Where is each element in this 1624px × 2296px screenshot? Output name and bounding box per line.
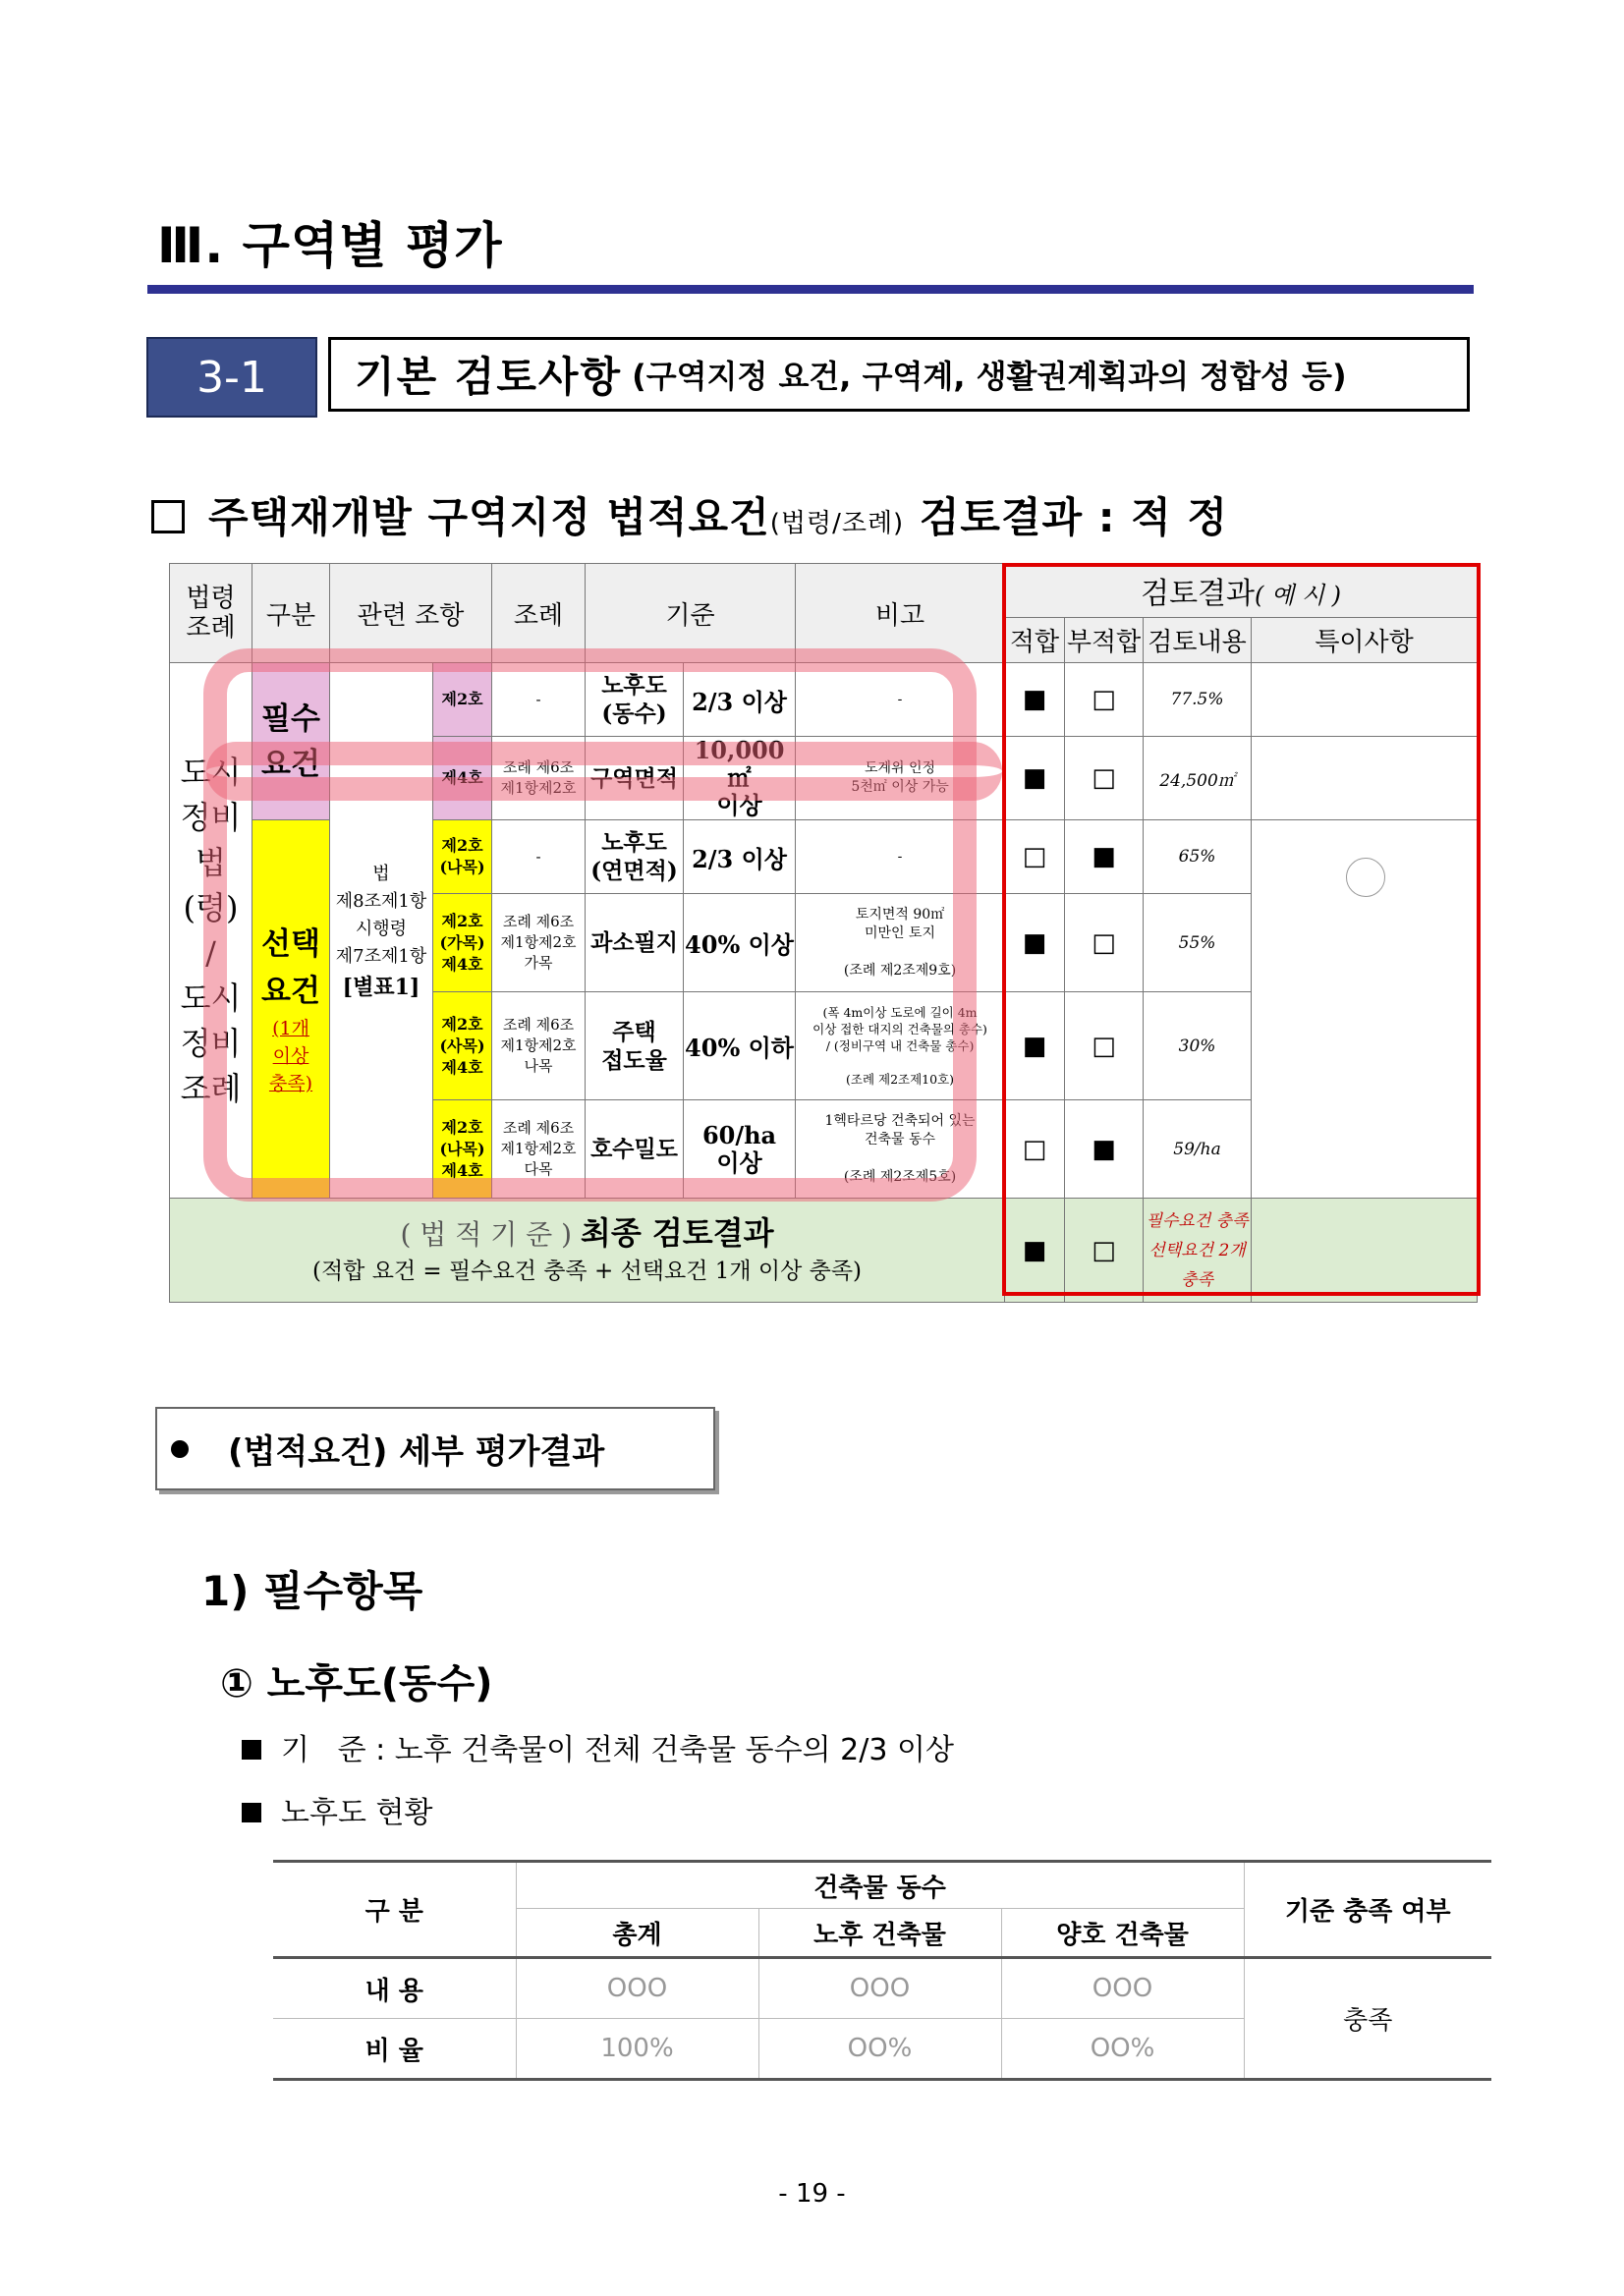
row-unfit: □ [1065, 663, 1144, 737]
category-optional-note: (1개 이상 충족) [268, 1018, 313, 1094]
sub-header-category: 구 분 [273, 1862, 516, 1958]
header-remarks: 비고 [796, 564, 1005, 663]
row-criteria: 40% 이하 [684, 992, 796, 1100]
row-criteria: 60/ha 이상 [684, 1100, 796, 1199]
header-fit: 적합 [1005, 618, 1065, 663]
row-fit: □ [1005, 1100, 1065, 1199]
row-unfit: □ [1065, 894, 1144, 992]
row-item: 노후도 (동수) [586, 663, 684, 737]
criteria-bullet-text: 기 준 : 노후 건축물이 전체 건축물 동수의 2/3 이상 [281, 1733, 954, 1767]
highlight-band [206, 742, 1002, 801]
row-ordinance: 조례 제6조 제1항제2호 다목 [492, 1100, 586, 1199]
row-ho: 제2호 (가목) 제4호 [433, 894, 492, 992]
article-text: 법 제8조제1항 시행령 제7조제1항 [335, 863, 427, 967]
row-ho: 제4호 [433, 737, 492, 820]
sub-header-total: 총계 [516, 1909, 758, 1958]
row-item: 주택 접도율 [586, 992, 684, 1100]
row-fit: ■ [1005, 992, 1065, 1100]
review-heading [151, 485, 1228, 544]
row-ordinance: 조례 제6조 제1항제2호 [492, 737, 586, 820]
row-ordinance: - [492, 663, 586, 737]
final-unfit: □ [1065, 1199, 1144, 1303]
sub-row-old: OO% [758, 2019, 1001, 2080]
detail-section-box [155, 1407, 715, 1490]
section-number: 3-1 [146, 337, 317, 418]
row-item: 구역면적 [586, 737, 684, 820]
sub-row-good: OO% [1001, 2019, 1244, 2080]
row-item: 과소필지 [586, 894, 684, 992]
sub-header-old: 노후 건축물 [758, 1909, 1001, 1958]
final-prefix: ( 법 적 기 준 ) [400, 1217, 573, 1251]
status-bullet-text: 노후도 현황 [281, 1796, 433, 1830]
row-detail: 65% [1144, 820, 1252, 894]
highlight-outline [203, 648, 977, 1202]
row-ho: 제2호 (나목) [433, 820, 492, 894]
row-criteria: 40% 이상 [684, 894, 796, 992]
sub-row-label: 내 용 [273, 1958, 516, 2019]
sub-header-good: 양호 건축물 [1001, 1909, 1244, 1958]
result-red-box [1002, 563, 1481, 1296]
row-unfit: ■ [1065, 820, 1144, 894]
row-ho: 제2호 [433, 663, 492, 737]
item-heading: ① 노후도(동수) [220, 1661, 493, 1707]
row-remarks: - [796, 663, 1005, 737]
row-detail: 77.5% [1144, 663, 1252, 737]
page-heading: Ⅲ. 구역별 평가 [157, 217, 503, 274]
row-remarks: (폭 4m이상 도로에 길이 4m 이상 접한 대지의 건축물의 총수) / (정비구역 내 건축물 총수) (조례 제2조제10호) [796, 992, 1005, 1100]
law-label: 도시 정비 법(령) / 도시 정비 조례 [170, 663, 252, 1199]
category-optional-label: 선택 요건 [261, 926, 320, 1009]
required-items-heading: 1) 필수항목 [201, 1567, 423, 1615]
row-remarks: - [796, 820, 1005, 894]
header-result-label: 검토결과 [1141, 577, 1256, 611]
row-ordinance: 조례 제6조 제1항제2호 나목 [492, 992, 586, 1100]
row-fit: ■ [1005, 894, 1065, 992]
sub-met-value: 충족 [1244, 1958, 1491, 2080]
row-item: 호수밀도 [586, 1100, 684, 1199]
header-article: 관련 조항 [330, 564, 492, 663]
final-formula: (적합 요건 = 필수요건 충족 + 선택요건 1개 이상 충족) [311, 1258, 863, 1284]
review-title-a: 주택재개발 구역지정 법적요건 [208, 493, 770, 541]
row-ho: 제2호 (사목) 제4호 [433, 992, 492, 1100]
checkbox-icon [151, 500, 185, 533]
article-bold: [별표1] [342, 974, 420, 1000]
sub-header-met: 기준 충족 여부 [1244, 1862, 1491, 1958]
deterioration-status-table [273, 1860, 1491, 2081]
row-ho: 제2호 (나목) 제4호 [433, 1100, 492, 1199]
header-special: 특이사항 [1252, 618, 1478, 663]
section-title: 기본 검토사항 [355, 353, 623, 401]
row-detail: 30% [1144, 992, 1252, 1100]
detail-section-title: (법적요건) 세부 평가결과 [228, 1432, 605, 1472]
row-unfit: ■ [1065, 1100, 1144, 1199]
sub-row-total: 100% [516, 2019, 758, 2080]
row-ordinance: 조례 제6조 제1항제2호 가목 [492, 894, 586, 992]
sub-row-total: OOO [516, 1958, 758, 2019]
sub-row-old: OOO [758, 1958, 1001, 2019]
circle-mark-icon [1346, 858, 1385, 897]
row-fit: □ [1005, 820, 1065, 894]
bullet-dot-icon [171, 1440, 189, 1458]
page-number: - 19 - [778, 2179, 846, 2209]
sub-row-good: OOO [1001, 1958, 1244, 2019]
header-criteria: 기준 [586, 564, 796, 663]
row-unfit: □ [1065, 737, 1144, 820]
review-title-b: 검토결과 : 적 정 [919, 493, 1228, 541]
square-bullet-icon [242, 1803, 261, 1822]
row-criteria: 10,000㎡ 이상 [684, 737, 796, 820]
row-detail: 59/ha [1144, 1100, 1252, 1199]
final-fit: ■ [1005, 1199, 1065, 1303]
row-ordinance: - [492, 820, 586, 894]
row-item: 노후도 (연면적) [586, 820, 684, 894]
row-remarks: 1헥타르당 건축되어 있는 건축물 동수 (조례 제2조제5호) [796, 1100, 1005, 1199]
row-criteria: 2/3 이상 [684, 663, 796, 737]
row-remarks: 도계위 인정 5천㎡ 이상 가능 [796, 737, 1005, 820]
section-title-box [328, 337, 1470, 412]
header-detail: 검토내용 [1144, 618, 1252, 663]
final-result-cell [170, 1199, 1005, 1303]
row-unfit: □ [1065, 992, 1144, 1100]
review-title-sub: (법령/조례) [769, 509, 905, 538]
final-title: 최종 검토결과 [580, 1213, 774, 1252]
section-subtitle: (구역지정 요건, 구역계, 생활권계획과의 정합성 등) [632, 358, 1347, 395]
sub-row-label: 비 율 [273, 2019, 516, 2080]
status-bullet [242, 1788, 432, 1831]
header-ordinance: 조례 [492, 564, 586, 663]
row-remarks: 토지면적 90㎡ 미만인 토지 (조례 제2조제9호) [796, 894, 1005, 992]
header-category: 구분 [252, 564, 330, 663]
category-required: 필수 요건 [252, 663, 330, 820]
square-bullet-icon [242, 1740, 261, 1760]
header-law: 법령 조례 [170, 564, 252, 663]
heading-rule [147, 285, 1474, 294]
row-fit: ■ [1005, 737, 1065, 820]
row-fit: ■ [1005, 663, 1065, 737]
row-detail: 24,500㎡ [1144, 737, 1252, 820]
row-detail: 55% [1144, 894, 1252, 992]
row-criteria: 2/3 이상 [684, 820, 796, 894]
header-unfit: 부적합 [1065, 618, 1144, 663]
criteria-bullet [242, 1725, 954, 1768]
final-detail: 필수요건 충족 선택요건 2개 충족 [1144, 1199, 1252, 1303]
sub-header-group: 건축물 동수 [516, 1862, 1244, 1909]
final-result-title-line [170, 1213, 1004, 1255]
header-result-example: ( 예 시 ) [1255, 582, 1341, 609]
